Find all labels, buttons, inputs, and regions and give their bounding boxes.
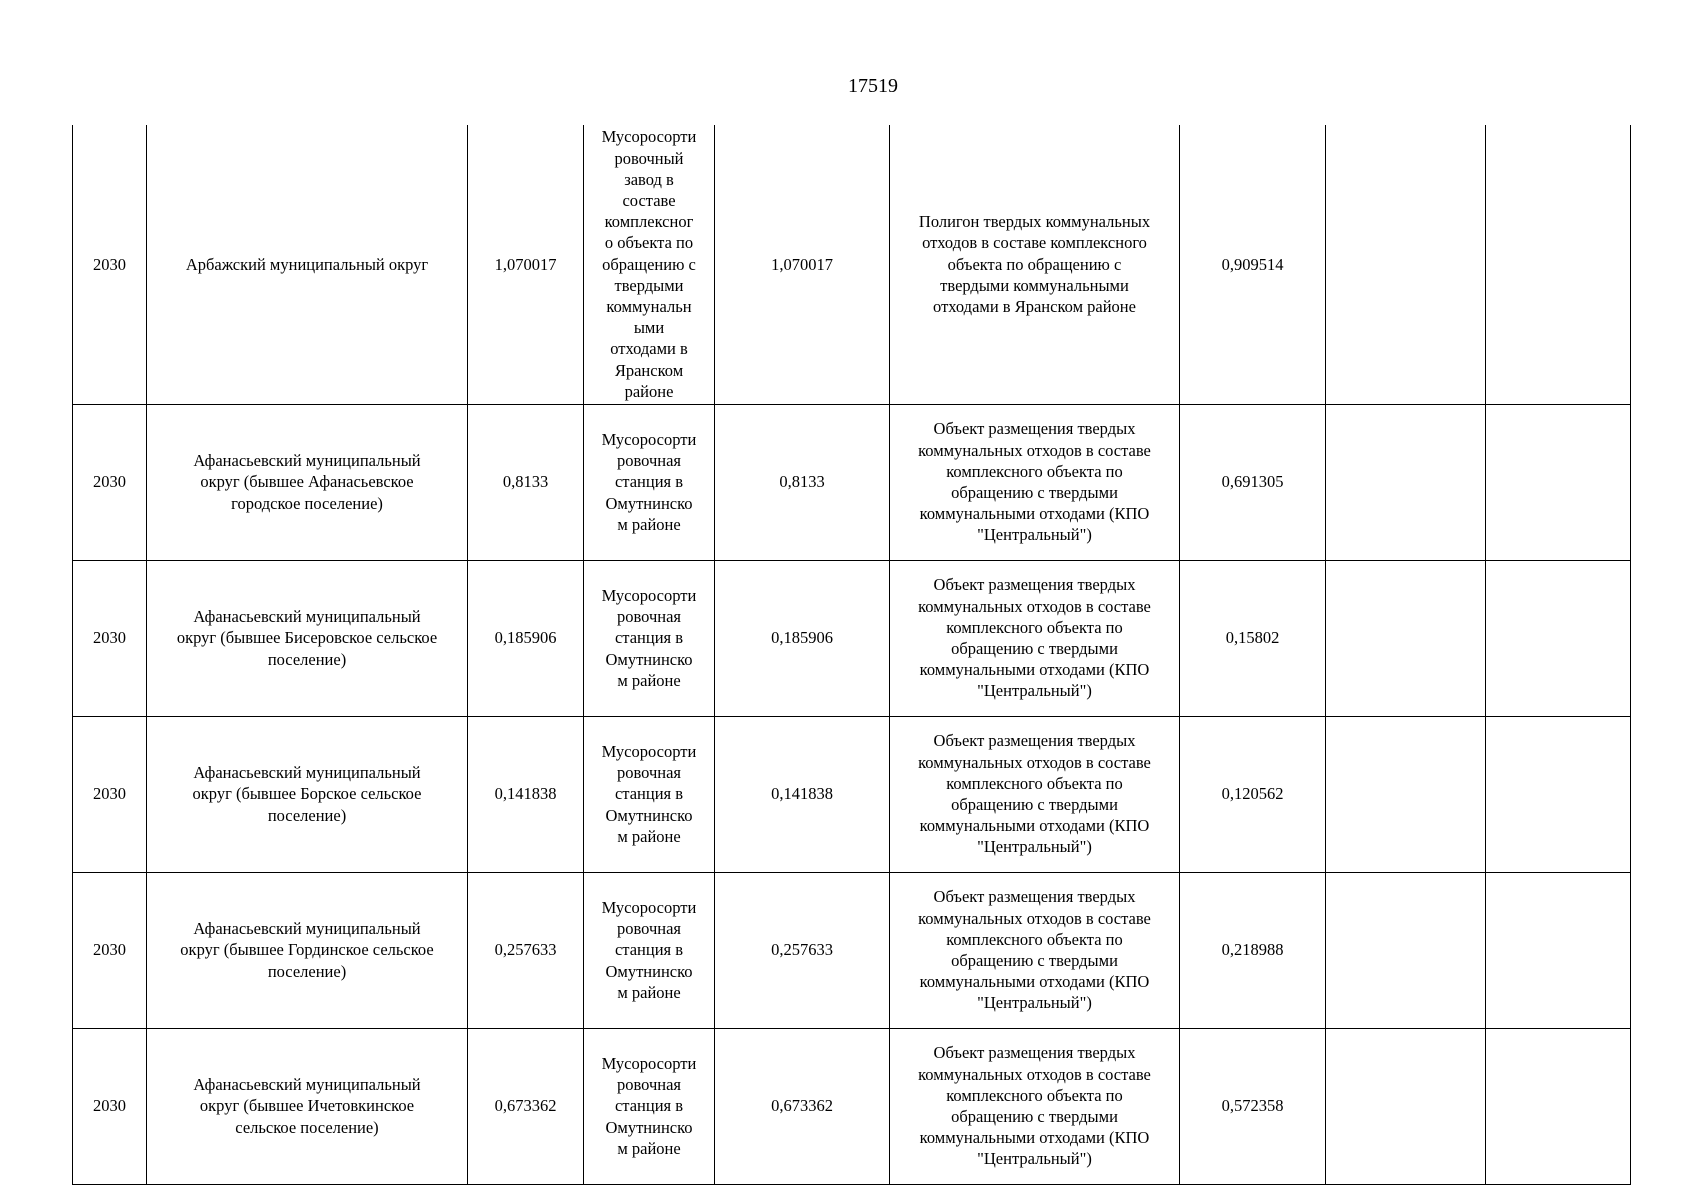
empty-cell xyxy=(1326,716,1486,872)
page-number: 17519 xyxy=(848,75,898,97)
volume-to-sorting-cell: 1,070017 xyxy=(715,125,890,404)
volume-to-disposal-cell: 0,572358 xyxy=(1180,1028,1326,1184)
disposal-facility-cell: Полигон твердых коммунальных отходов в составе комплексного объекта по обращению с твердыми коммунальными отходами в Яранском районе xyxy=(890,125,1180,404)
municipality-cell: Афанасьевский муниципальный округ (бывшее Борское сельское поселение) xyxy=(147,716,468,872)
sorting-facility-cell: Мусоросорти ровочный завод в составе комплексног о объекта по обращению с твердыми коммунальн ыми отходами в Яранском районе xyxy=(584,125,715,404)
disposal-facility-cell: Объект размещения твердых коммунальных отходов в составе комплексного объекта по обращению с твердыми коммунальными отходами (КПО "Центральный") xyxy=(890,716,1180,872)
sorting-facility-cell: Мусоросорти ровочная станция в Омутнинско м районе xyxy=(584,404,715,560)
year-cell: 2030 xyxy=(73,872,147,1028)
empty-cell xyxy=(1486,560,1631,716)
volume-to-sorting-cell: 0,185906 xyxy=(715,560,890,716)
volume-generated-cell: 0,141838 xyxy=(468,716,584,872)
volume-to-disposal-cell: 0,909514 xyxy=(1180,125,1326,404)
empty-cell xyxy=(1326,404,1486,560)
volume-generated-cell: 0,8133 xyxy=(468,404,584,560)
empty-cell xyxy=(1486,872,1631,1028)
table-row xyxy=(73,404,1631,560)
sorting-facility-cell: Мусоросорти ровочная станция в Омутнинско м районе xyxy=(584,1028,715,1184)
sorting-facility-cell: Мусоросорти ровочная станция в Омутнинско м районе xyxy=(584,560,715,716)
empty-cell xyxy=(1486,716,1631,872)
empty-cell xyxy=(1326,125,1486,404)
year-cell: 2030 xyxy=(73,1028,147,1184)
disposal-facility-cell: Объект размещения твердых коммунальных отходов в составе комплексного объекта по обращению с твердыми коммунальными отходами (КПО "Центральный") xyxy=(890,560,1180,716)
table-body xyxy=(73,125,1631,1184)
volume-generated-cell: 0,257633 xyxy=(468,872,584,1028)
empty-cell xyxy=(1486,404,1631,560)
disposal-facility-cell: Объект размещения твердых коммунальных отходов в составе комплексного объекта по обращению с твердыми коммунальными отходами (КПО "Центральный") xyxy=(890,872,1180,1028)
waste-flow-table xyxy=(72,125,1631,1185)
year-cell: 2030 xyxy=(73,716,147,872)
volume-generated-cell: 0,673362 xyxy=(468,1028,584,1184)
table-row xyxy=(73,125,1631,404)
empty-cell xyxy=(1326,1028,1486,1184)
table-row xyxy=(73,1028,1631,1184)
volume-to-sorting-cell: 0,141838 xyxy=(715,716,890,872)
year-cell: 2030 xyxy=(73,560,147,716)
year-cell: 2030 xyxy=(73,404,147,560)
municipality-cell: Афанасьевский муниципальный округ (бывшее Афанасьевское городское поселение) xyxy=(147,404,468,560)
disposal-facility-cell: Объект размещения твердых коммунальных отходов в составе комплексного объекта по обращению с твердыми коммунальными отходами (КПО "Центральный") xyxy=(890,1028,1180,1184)
volume-generated-cell: 0,185906 xyxy=(468,560,584,716)
volume-generated-cell: 1,070017 xyxy=(468,125,584,404)
volume-to-disposal-cell: 0,218988 xyxy=(1180,872,1326,1028)
volume-to-sorting-cell: 0,257633 xyxy=(715,872,890,1028)
volume-to-sorting-cell: 0,673362 xyxy=(715,1028,890,1184)
empty-cell xyxy=(1486,1028,1631,1184)
year-cell: 2030 xyxy=(73,125,147,404)
municipality-cell: Афанасьевский муниципальный округ (бывшее Ичетовкинское сельское поселение) xyxy=(147,1028,468,1184)
disposal-facility-cell: Объект размещения твердых коммунальных отходов в составе комплексного объекта по обращению с твердыми коммунальными отходами (КПО "Центральный") xyxy=(890,404,1180,560)
sorting-facility-cell: Мусоросорти ровочная станция в Омутнинско м районе xyxy=(584,872,715,1028)
volume-to-disposal-cell: 0,120562 xyxy=(1180,716,1326,872)
empty-cell xyxy=(1486,125,1631,404)
empty-cell xyxy=(1326,560,1486,716)
table-row xyxy=(73,872,1631,1028)
table-row xyxy=(73,560,1631,716)
municipality-cell: Арбажский муниципальный округ xyxy=(147,125,468,404)
municipality-cell: Афанасьевский муниципальный округ (бывшее Бисеровское сельское поселение) xyxy=(147,560,468,716)
volume-to-sorting-cell: 0,8133 xyxy=(715,404,890,560)
empty-cell xyxy=(1326,872,1486,1028)
sorting-facility-cell: Мусоросорти ровочная станция в Омутнинско м районе xyxy=(584,716,715,872)
volume-to-disposal-cell: 0,691305 xyxy=(1180,404,1326,560)
volume-to-disposal-cell: 0,15802 xyxy=(1180,560,1326,716)
municipality-cell: Афанасьевский муниципальный округ (бывшее Гординское сельское поселение) xyxy=(147,872,468,1028)
table-row xyxy=(73,716,1631,872)
